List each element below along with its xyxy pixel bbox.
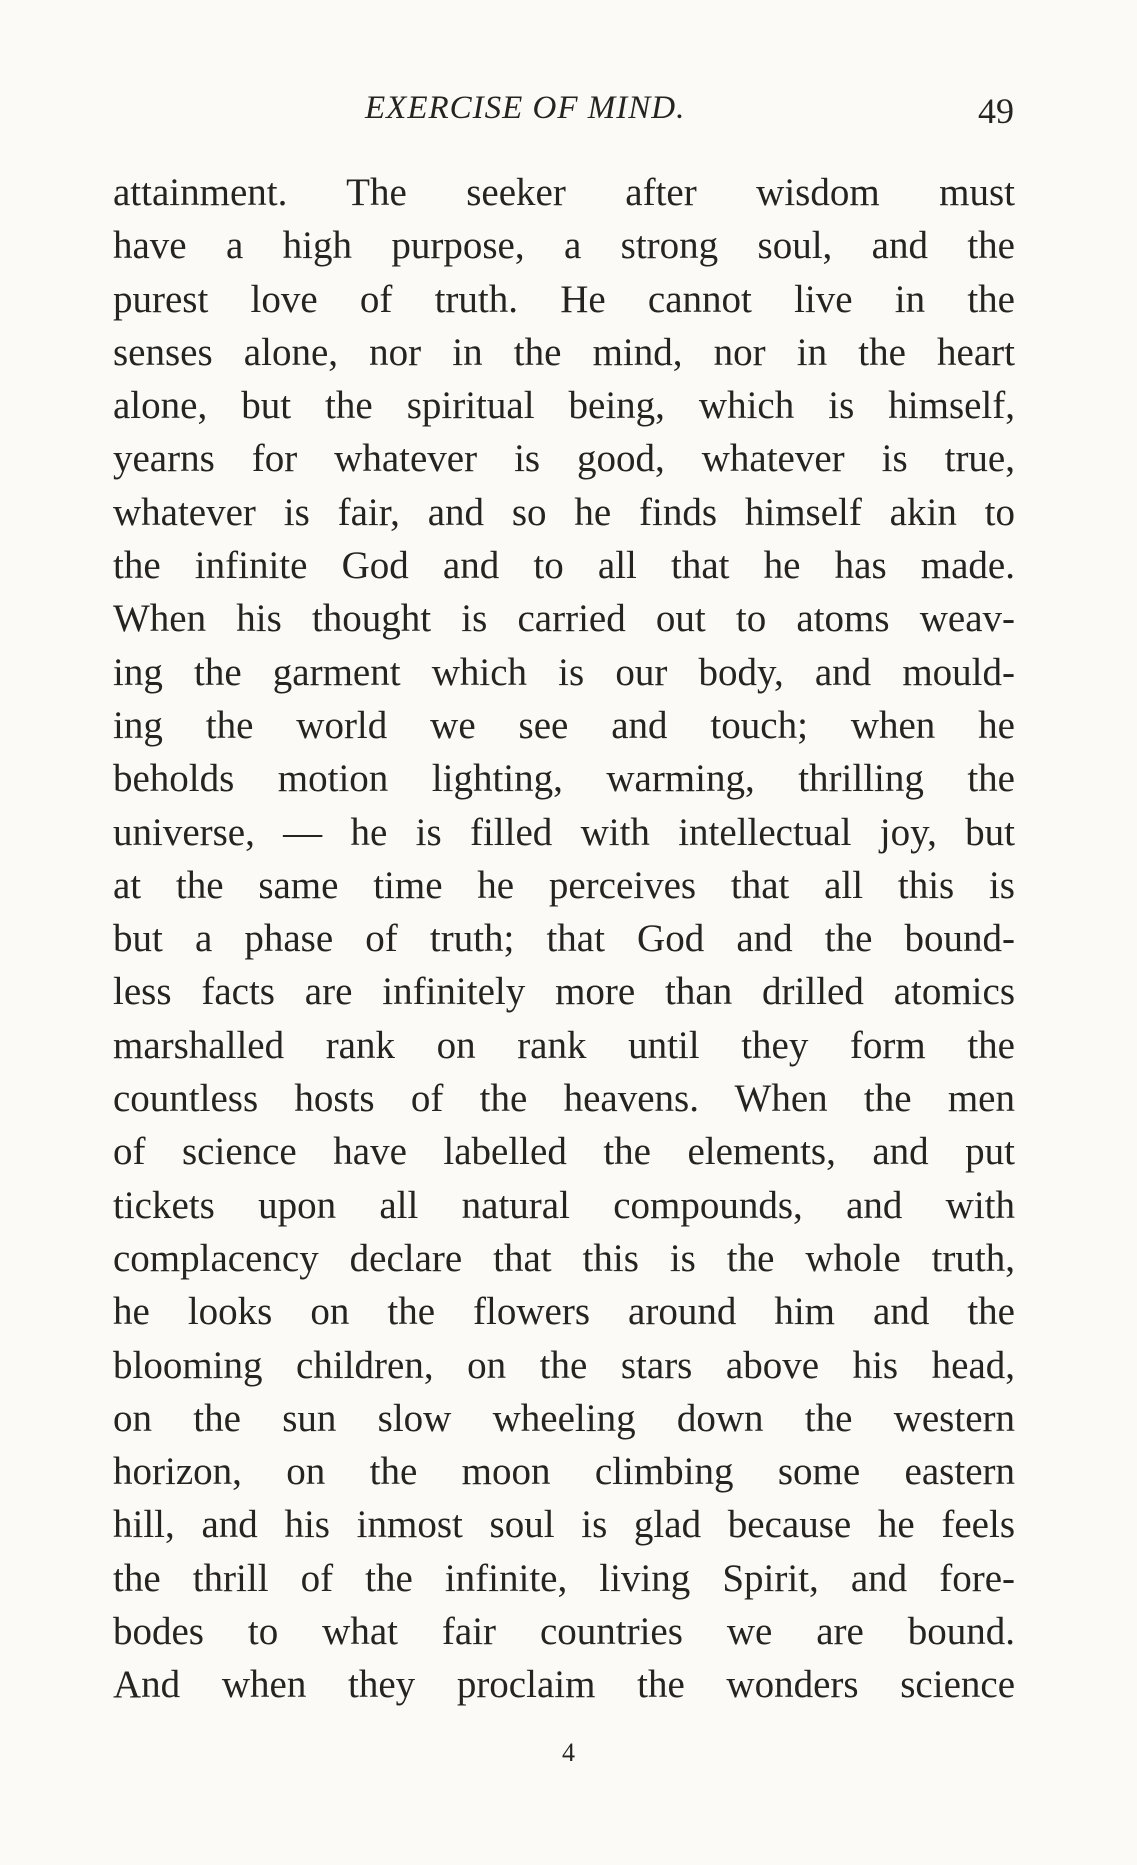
text-line: horizon, on the moon climbing some eastern [113, 1450, 1015, 1494]
text-line: beholds motion lighting, warming, thrilling the [113, 757, 1015, 801]
text-line: bodes to what fair countries we are bound. [113, 1610, 1015, 1654]
text-line: universe, — he is filled with intellectual joy, but [113, 810, 1015, 854]
text-line: hill, and his inmost soul is glad because he feels [113, 1503, 1015, 1547]
text-line: countless hosts of the heavens. When the men [113, 1077, 1015, 1121]
text-line: And when they proclaim the wonders science [113, 1663, 1015, 1707]
text-line: alone, but the spiritual being, which is himself, [113, 384, 1015, 428]
running-head [0, 84, 1137, 144]
text-line: on the sun slow wheeling down the western [113, 1396, 1015, 1440]
running-title: EXERCISE OF MIND. [365, 90, 686, 126]
body-text [113, 166, 1015, 1712]
text-line: the infinite God and to all that he has made. [113, 544, 1015, 588]
text-line: yearns for whatever is good, whatever is true, [113, 437, 1015, 481]
text-line: ing the world we see and touch; when he [113, 703, 1015, 747]
text-line: blooming children, on the stars above his head, [113, 1343, 1015, 1387]
text-line: ing the garment which is our body, and mould- [113, 650, 1015, 694]
text-line: When his thought is carried out to atoms weav- [113, 597, 1015, 641]
text-line: senses alone, nor in the mind, nor in the heart [113, 330, 1015, 374]
text-line: less facts are infinitely more than drilled atomics [113, 970, 1015, 1014]
text-line: of science have labelled the elements, and put [113, 1130, 1015, 1174]
text-line: at the same time he perceives that all this is [113, 863, 1015, 907]
page-number: 49 [978, 91, 1014, 131]
text-line: have a high purpose, a strong soul, and the [113, 224, 1015, 268]
text-line: attainment. The seeker after wisdom must [113, 171, 1015, 214]
text-line: marshalled rank on rank until they form the [113, 1023, 1015, 1067]
text-line: the thrill of the infinite, living Spirit, and fore- [113, 1556, 1015, 1600]
text-line: complacency declare that this is the whole truth, [113, 1236, 1015, 1280]
text-line: but a phase of truth; that God and the bound- [113, 917, 1015, 961]
text-line: whatever is fair, and so he finds himself akin to [113, 490, 1015, 534]
text-line: he looks on the flowers around him and the [113, 1290, 1015, 1334]
text-line: tickets upon all natural compounds, and with [113, 1183, 1015, 1227]
signature-mark: 4 [562, 1738, 575, 1767]
text-line: purest love of truth. He cannot live in the [113, 277, 1015, 321]
